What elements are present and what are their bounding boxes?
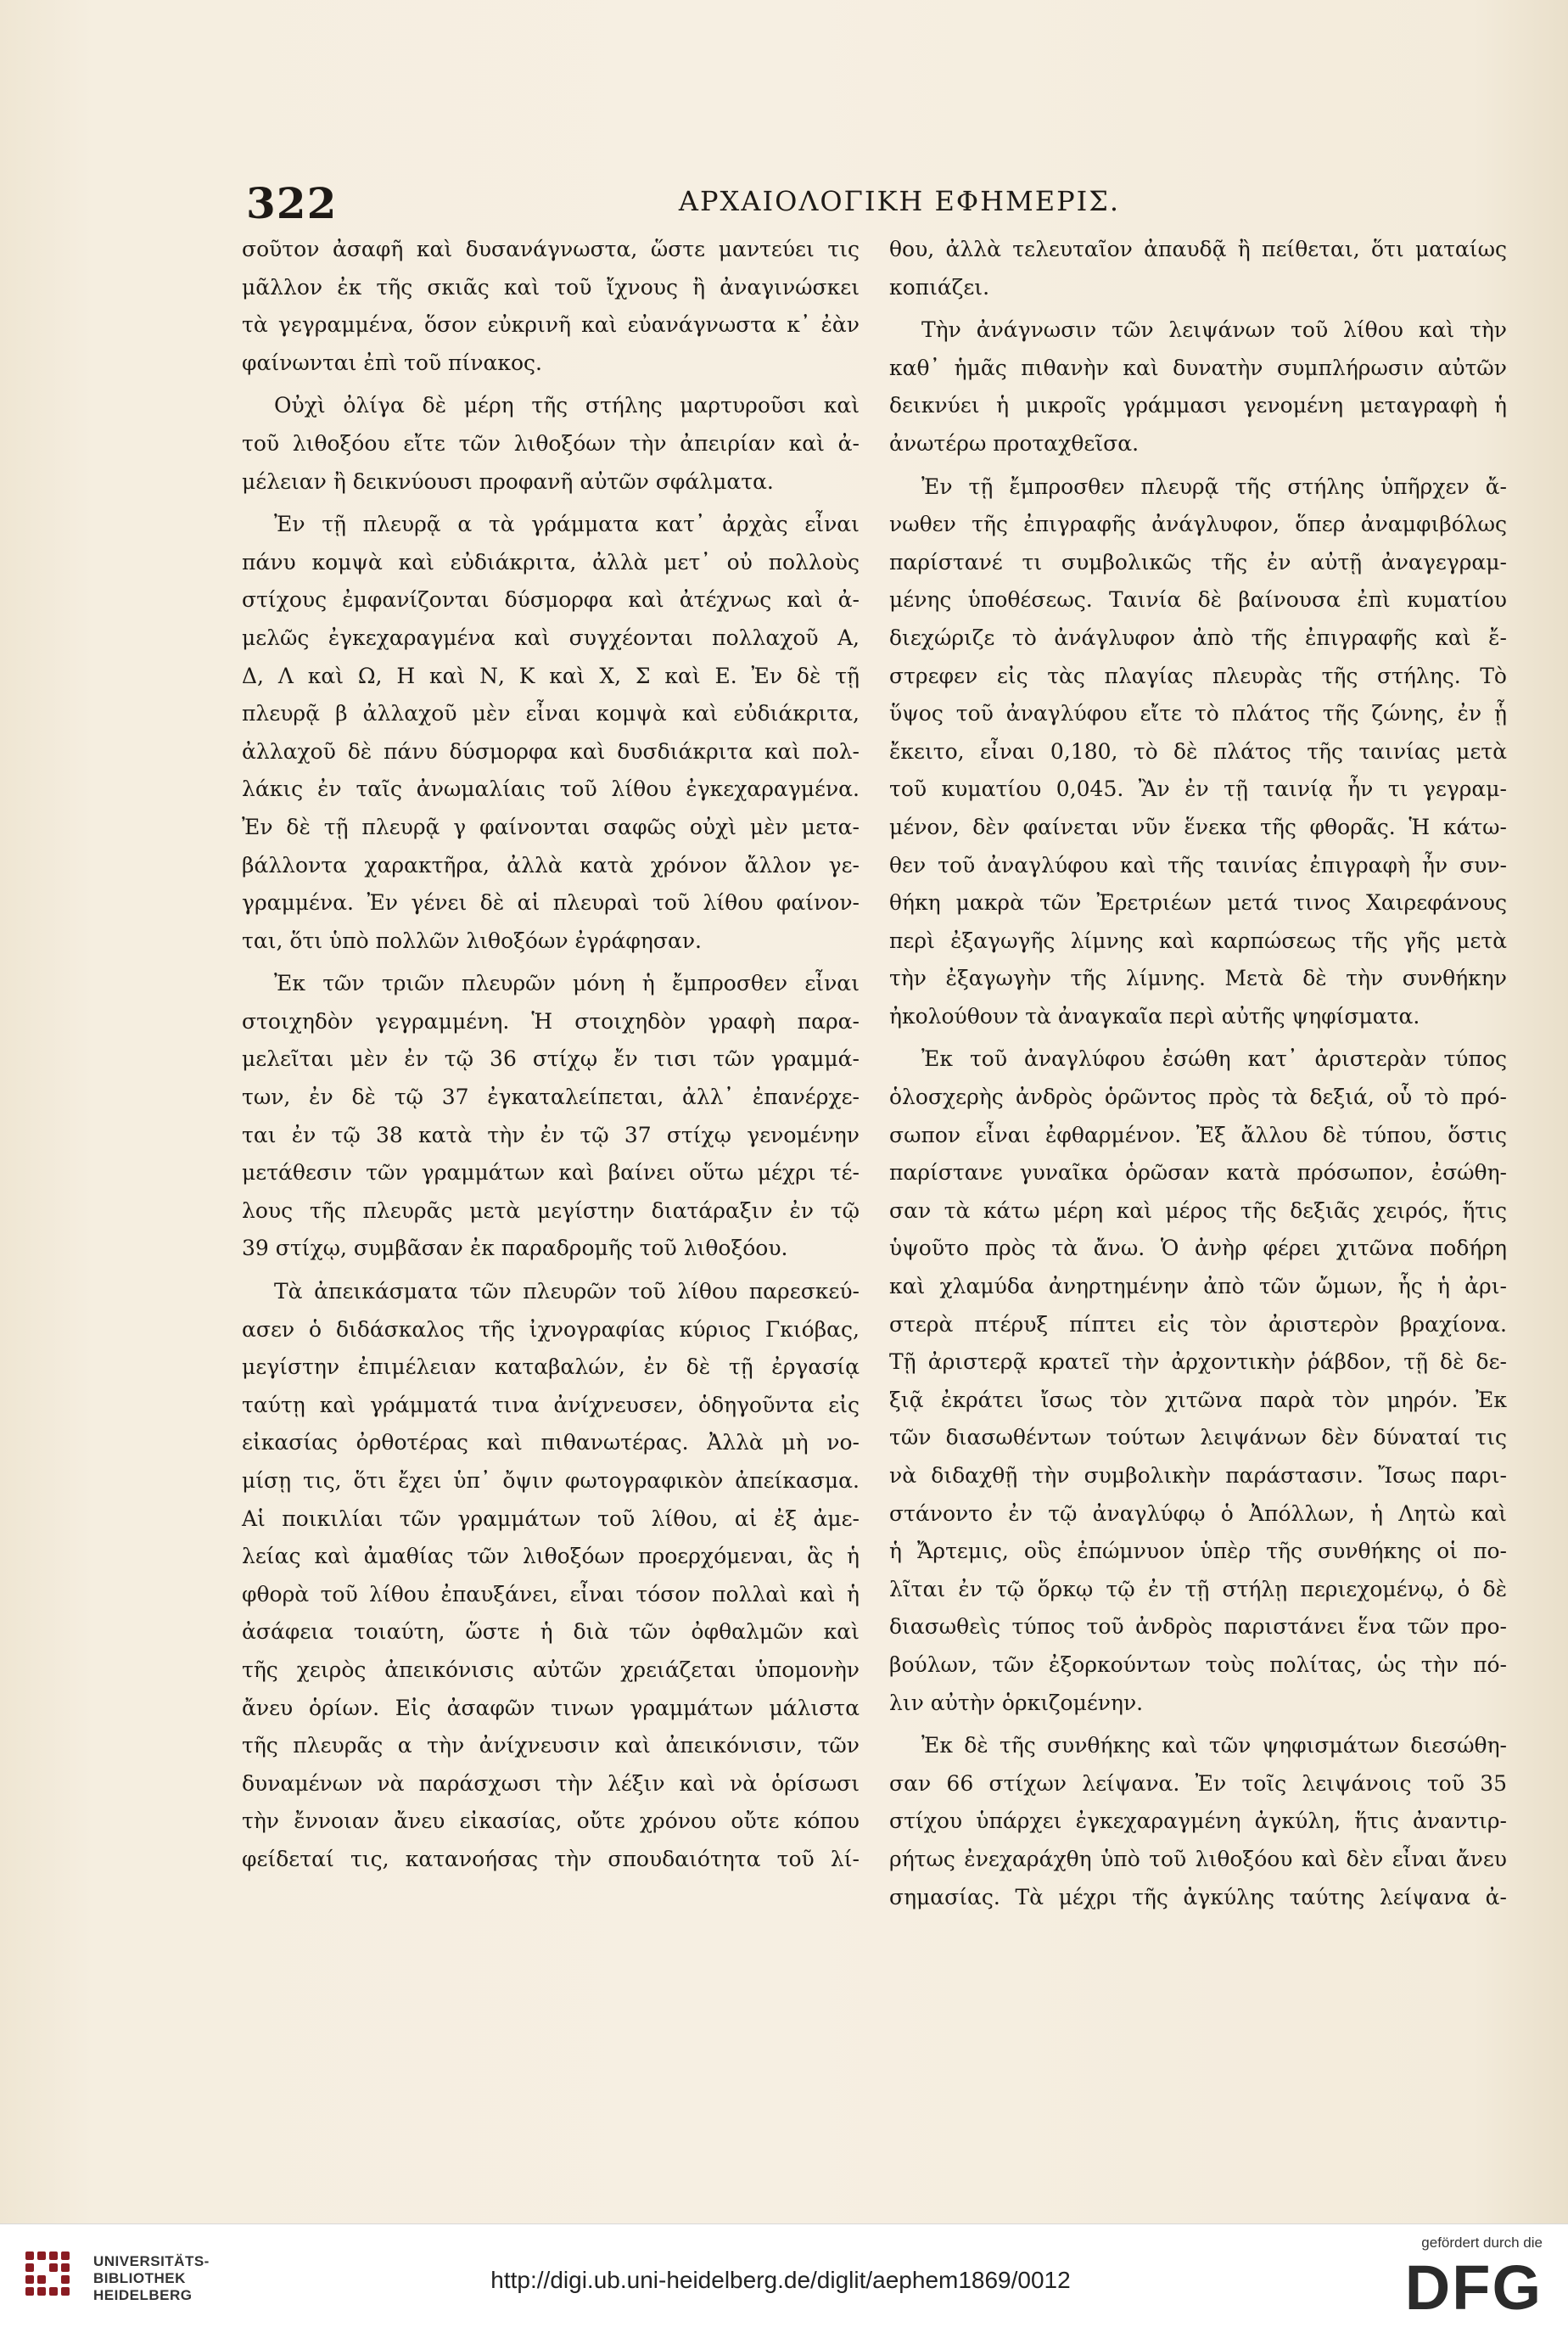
text-line: μένον, δὲν φαίνεται νῦν ἕνεκα τῆς φθορᾶς. Ἡ κάτω- xyxy=(889,814,1507,839)
text-line: μᾶλλον ἐκ τῆς σκιᾶς καὶ τοῦ ἴχνους ἢ ἀναγινώσκει xyxy=(242,274,860,300)
text-line: βάλλοντα χαρακτῆρα, ἀλλὰ κατὰ χρόνον ἄλλον γε- xyxy=(242,852,860,878)
dfg-logo[interactable] xyxy=(1381,2235,1543,2336)
text-line: σοῦτον ἀσαφῆ καὶ δυσανάγνωστα, ὥστε μαντεύει τις xyxy=(242,237,860,261)
text-line: σαν 66 στίχων λείψανα. Ἐν τοῖς λειψάνοις τοῦ 35 xyxy=(889,1770,1507,1796)
text-line: μεγίστην ἐπιμέλειαν καταβαλών, ἐν δὲ τῇ ἐργασίᾳ xyxy=(242,1354,860,1380)
text-line: τῆς πλευρᾶς α τὴν ἀνίχνευσιν καὶ ἀπεικόνισιν, τῶν xyxy=(242,1733,860,1758)
text-line: λιν αὐτὴν ὁρκιζομένην. xyxy=(889,1690,1144,1715)
permalink-url[interactable]: http://digi.ub.uni-heidelberg.de/diglit/aephem1869/0012 xyxy=(490,2267,1071,2293)
text-line: ἡ Ἄρτεμις, οὓς ἐπώμνυον ὑπὲρ τῆς συνθήκης οἱ πο- xyxy=(889,1539,1507,1564)
funded-by-text: gefördert durch die xyxy=(1421,2235,1543,2251)
text-line: μίσῃ τις, ὅτι ἔχει ὑπ᾽ ὄψιν φωτογραφικὸν ἀπείκασμα. xyxy=(242,1468,860,1493)
text-line: διασωθεὶς τύπος τοῦ ἀνδρὸς παριστάνει ἕνα τῶν προ- xyxy=(889,1614,1507,1640)
text-line: παρίστανέ τι συμβολικῶς τῆς ἐν αὐτῇ ἀναγεγραμ- xyxy=(889,549,1507,575)
page-number: 322 xyxy=(246,178,338,228)
text-line: δυναμένων νὰ παράσχωσι τὴν λέξιν καὶ νὰ ὁρίσωσι xyxy=(242,1770,860,1796)
text-line: ὁλοσχερὴς ἀνδρὸς ὁρῶντος πρὸς τὰ δεξιά, οὗ τὸ πρό- xyxy=(889,1085,1507,1110)
text-line: τὴν ἔννοιαν ἄνευ εἰκασίας, οὔτε χρόνου οὔτε κόπου xyxy=(242,1808,860,1834)
text-line: σωπον εἶναι ἐφθαρμένον. Ἐξ ἄλλου δὲ τύπου, ὅστις xyxy=(889,1122,1507,1147)
university-seal-icon xyxy=(25,2251,85,2311)
text-line: Ἐκ τῶν τριῶν πλευρῶν μόνη ἡ ἔμπροσθεν εἶναι xyxy=(274,971,860,996)
text-line: Ἐκ τοῦ ἀναγλύφου ἐσώθη κατ᾽ ἀριστερὰν τύπος xyxy=(921,1046,1507,1072)
text-line: θεν τοῦ ἀναγλύφου καὶ τῆς ταινίας ἐπιγραφὴ ἦν συν- xyxy=(889,852,1507,878)
text-line: στίχου ὑπάρχει ἐγκεχαραγμένη ἀγκύλη, ἥτις ἀναντιρ- xyxy=(889,1808,1507,1834)
university-line2: BIBLIOTHEK xyxy=(93,2270,186,2286)
text-line: Τὰ ἀπεικάσματα τῶν πλευρῶν τοῦ λίθου παρεσκεύ- xyxy=(274,1279,860,1304)
text-line: τοῦ κυματίου 0,045. Ἂν ἐν τῇ ταινίᾳ ἦν τι γεγραμ- xyxy=(889,777,1507,802)
text-line: εἰκασίας ὀρθοτέρας καὶ πιθανωτέρας. Ἀλλὰ μὴ νο- xyxy=(242,1430,860,1455)
text-line: στάνοντο ἐν τῷ ἀναγλύφῳ ὁ Ἀπόλλων, ἡ Λητὼ καὶ xyxy=(889,1500,1507,1526)
running-title: ΑΡΧΑΙΟΛΟΓΙΚΗ ΕΦΗΜΕΡΙΣ. xyxy=(678,185,1121,217)
text-line: θου, ἀλλὰ τελευταῖον ἀπαυδᾷ ἢ πείθεται, ὅτι ματαίως xyxy=(889,237,1507,261)
text-line: στρεφεν εἰς τὰς πλαγίας πλευρὰς τῆς στήλης. Τὸ xyxy=(889,663,1507,688)
text-line: ρήτως ἐνεχαράχθη ὑπὸ τοῦ λιθοξόου καὶ δὲν εἶναι ἄνευ xyxy=(889,1846,1507,1871)
text-line: φθορὰ τοῦ λίθου ἐπαυξάνει, εἶναι τόσον πολλαὶ καὶ ἡ xyxy=(242,1581,860,1607)
text-line: καὶ χλαμύδα ἀνηρτημένην ἀπὸ τῶν ὤμων, ἧς ἡ ἀρι- xyxy=(889,1274,1507,1299)
text-line: νωθεν τῆς ἐπιγραφῆς ἀνάγλυφον, ὅπερ ἀναμφιβόλως xyxy=(889,512,1507,537)
text-line: πάνυ κομψὰ καὶ εὐδιάκριτα, ἀλλὰ μετ᾽ οὐ πολλοὺς xyxy=(242,549,860,575)
text-line: ἠκολούθουν τὰ ἀναγκαῖα περὶ αὐτῆς ψηφίσματα. xyxy=(889,1003,1420,1029)
text-line: κοπιάζει. xyxy=(889,274,990,300)
text-line: ξιᾷ ἐκράτει ἴσως τὸν χιτῶνα παρὰ τὸν μηρόν. Ἐκ xyxy=(889,1387,1507,1412)
text-line: γραμμένα. Ἐν γένει δὲ αἱ πλευραὶ τοῦ λίθου φαίνον- xyxy=(242,890,860,916)
text-line: στοιχηδὸν γεγραμμένη. Ἡ στοιχηδὸν γραφὴ παρα- xyxy=(242,1008,860,1034)
text-line: ἀλλαχοῦ δὲ πάνυ δύσμορφα καὶ δυσδιάκριτα καὶ πολ- xyxy=(242,738,860,764)
text-line: λους τῆς πλευρᾶς μετὰ μεγίστην διατάραξιν ἐν τῷ xyxy=(242,1197,860,1223)
text-line: ταύτῃ καὶ γράμματά τινα ἀνίχνευσεν, ὁδηγοῦντα εἰς xyxy=(242,1392,860,1417)
text-line: πλευρᾷ β ἀλλαχοῦ μὲν εἶναι κομψὰ καὶ εὐδιάκριτα, xyxy=(242,701,860,726)
text-line: περὶ ἐξαγωγῆς λίμνης καὶ καρπώσεως τῆς γῆς μετὰ xyxy=(889,928,1507,953)
text-line: Δ, Λ καὶ Ω, Η καὶ Ν, Κ καὶ Χ, Σ καὶ Ε. Ἐν δὲ τῇ xyxy=(242,663,860,688)
text-line: ὑψοῦτο πρὸς τὰ ἄνω. Ὁ ἀνὴρ φέρει χιτῶνα ποδήρη xyxy=(889,1236,1507,1261)
right-text-column xyxy=(889,231,1507,1916)
text-line: 39 στίχῳ, συμβᾶσαν ἐκ παραδρομῆς τοῦ λιθοξόου. xyxy=(242,1236,788,1261)
text-line: Αἱ ποικιλίαι τῶν γραμμάτων τοῦ λίθου, αἱ ἐξ ἀμε- xyxy=(242,1506,860,1531)
text-line: βούλων, τῶν ἐξορκούντων τοὺς πολίτας, ὡς τὴν πό- xyxy=(889,1651,1507,1677)
text-line: σαν τὰ κάτω μέρη καὶ μέρος τῆς δεξιᾶς χειρός, ἥτις xyxy=(889,1197,1507,1223)
footer-bar xyxy=(0,2223,1568,2344)
text-line: τὰ γεγραμμένα, ὅσον εὐκρινῆ καὶ εὐανάγνωστα κ᾽ ἐὰν xyxy=(242,312,860,338)
text-line: των, ἐν δὲ τῷ 37 ἐγκαταλείπεται, ἀλλ᾽ ἐπανέρχε- xyxy=(242,1085,860,1110)
text-line: φείδεταί τις, κατανοήσας τὴν σπουδαιότητα τοῦ λί- xyxy=(242,1846,860,1871)
text-line: Ἐν δὲ τῇ πλευρᾷ γ φαίνονται σαφῶς οὐχὶ μὲν μετα- xyxy=(242,814,860,839)
text-line: Ἐν τῇ ἔμπροσθεν πλευρᾷ τῆς στήλης ὑπῆρχεν ἄ- xyxy=(921,474,1507,499)
text-line: Οὐχὶ ὀλίγα δὲ μέρη τῆς στήλης μαρτυροῦσι καὶ xyxy=(274,393,860,418)
text-line: ἄνευ ὁρίων. Εἰς ἀσαφῶν τινων γραμμάτων μάλιστα xyxy=(242,1695,860,1720)
university-line3: HEIDELBERG xyxy=(93,2287,193,2303)
text-line: στερὰ πτέρυξ πίπτει εἰς τὸν ἀριστερὸν βραχίονα. xyxy=(889,1311,1507,1337)
text-line: τῶν διασωθέντων τούτων λειψάνων δὲν δύναταί τις xyxy=(889,1425,1507,1450)
text-line: μέλειαν ἢ δεικνύουσι προφανῆ αὐτῶν σφάλματα. xyxy=(242,468,774,494)
text-line: ἔκειτο, εἶναι 0,180, τὸ δὲ πλάτος τῆς ταινίας μετὰ xyxy=(889,738,1507,764)
university-line1: UNIVERSITÄTS- xyxy=(93,2253,210,2269)
left-text-column xyxy=(242,231,860,1879)
text-line: τῆς χειρὸς ἀπεικόνισις αὐτῶν χρειάζεται ὑπομονὴν xyxy=(242,1657,860,1682)
university-name xyxy=(93,2253,210,2304)
text-line: τὴν ἐξαγωγὴν τῆς λίμνης. Μετὰ δὲ τὴν συνθήκην xyxy=(889,966,1507,991)
text-line: Τὴν ἀνάγνωσιν τῶν λειψάνων τοῦ λίθου καὶ τὴν xyxy=(921,317,1507,343)
text-line: λάκις ἐν ταῖς ἀνωμαλίαις τοῦ λίθου ἐγκεχαραγμένα. xyxy=(242,777,860,802)
university-logo[interactable] xyxy=(25,2250,221,2318)
text-line: διεχώριζε τὸ ἀνάγλυφον ἀπὸ τῆς ἐπιγραφῆς καὶ ἔ- xyxy=(889,625,1507,650)
text-line: φαίνωνται ἐπὶ τοῦ πίνακος. xyxy=(242,350,542,375)
text-line: ασεν ὁ διδάσκαλος τῆς ἰχνογραφίας κύριος Γκιόβας, xyxy=(242,1316,860,1342)
dfg-wordmark: DFG xyxy=(1404,2252,1543,2323)
text-line: λῖται ἐν τῷ ὅρκῳ τῷ ἐν τῇ στήλῃ περιεχομένῳ, ὁ δὲ xyxy=(889,1576,1507,1601)
text-line: μελῶς ἐγκεχαραγμένα καὶ συγχέονται πολλαχοῦ Α, xyxy=(242,625,860,650)
text-line: τοῦ λιθοξόου εἴτε τῶν λιθοξόων τὴν ἀπειρίαν καὶ ἀ- xyxy=(242,430,860,456)
text-line: ἀσάφεια τοιαύτη, ὥστε ἡ διὰ τῶν ὀφθαλμῶν καὶ xyxy=(242,1619,860,1645)
text-line: θήκη μακρὰ τῶν Ἐρετριέων μετά τινος Χαιρεφάνους xyxy=(889,890,1507,916)
text-line: στίχους ἐμφανίζονται δύσμορφα καὶ ἀτέχνως καὶ ἀ- xyxy=(242,587,860,613)
text-line: ται, ὅτι ὑπὸ πολλῶν λιθοξόων ἐγράφησαν. xyxy=(242,928,702,953)
text-line: μένης ὑποθέσεως. Ταινία δὲ βαίνουσα ἐπὶ κυματίου xyxy=(889,587,1507,613)
text-line: ὕψος τοῦ ἀναγλύφου εἴτε τὸ πλάτος τῆς ζώνης, ἐν ᾗ xyxy=(889,701,1507,726)
text-line: σημασίας. Τὰ μέχρι τῆς ἀγκύλης ταύτης λείψανα ἀ- xyxy=(889,1884,1507,1909)
text-line: μετάθεσιν τῶν γραμμάτων καὶ βαίνει οὕτω μέχρι τέ- xyxy=(242,1160,860,1186)
text-line: δεικνύει ἡ μικροῖς γράμμασι γενομένη μεταγραφὴ ἡ xyxy=(889,393,1507,418)
text-line: νὰ διδαχθῇ τὴν συμβολικὴν παράστασιν. Ἴσως παρι- xyxy=(889,1463,1507,1488)
text-line: ἀνωτέρω προταχθεῖσα. xyxy=(889,430,1140,456)
text-line: παρίστανε γυναῖκα ὁρῶσαν κατὰ πρόσωπον, ἐσώθη- xyxy=(889,1160,1507,1186)
text-line: μελεῖται μὲν ἐν τῷ 36 στίχῳ ἔν τισι τῶν γραμμά- xyxy=(242,1046,860,1072)
text-line: λείας καὶ ἀμαθίας τῶν λιθοξόων προερχόμεναι, ἃς ἡ xyxy=(242,1544,860,1569)
text-line: Ἐκ δὲ τῆς συνθήκης καὶ τῶν ψηφισμάτων διεσώθη- xyxy=(921,1733,1507,1758)
text-line: Τῇ ἀριστερᾷ κρατεῖ τὴν ἀρχοντικὴν ῥάβδον, τῇ δὲ δε- xyxy=(889,1349,1507,1375)
text-line: Ἐν τῇ πλευρᾷ α τὰ γράμματα κατ᾽ ἀρχὰς εἶναι xyxy=(274,512,860,537)
text-line: ται ἐν τῷ 38 κατὰ τὴν ἐν τῷ 37 στίχῳ γενομένην xyxy=(242,1122,860,1147)
text-line: καθ᾽ ἡμᾶς πιθανὴν καὶ δυνατὴν συμπλήρωσιν αὐτῶν xyxy=(889,355,1507,380)
